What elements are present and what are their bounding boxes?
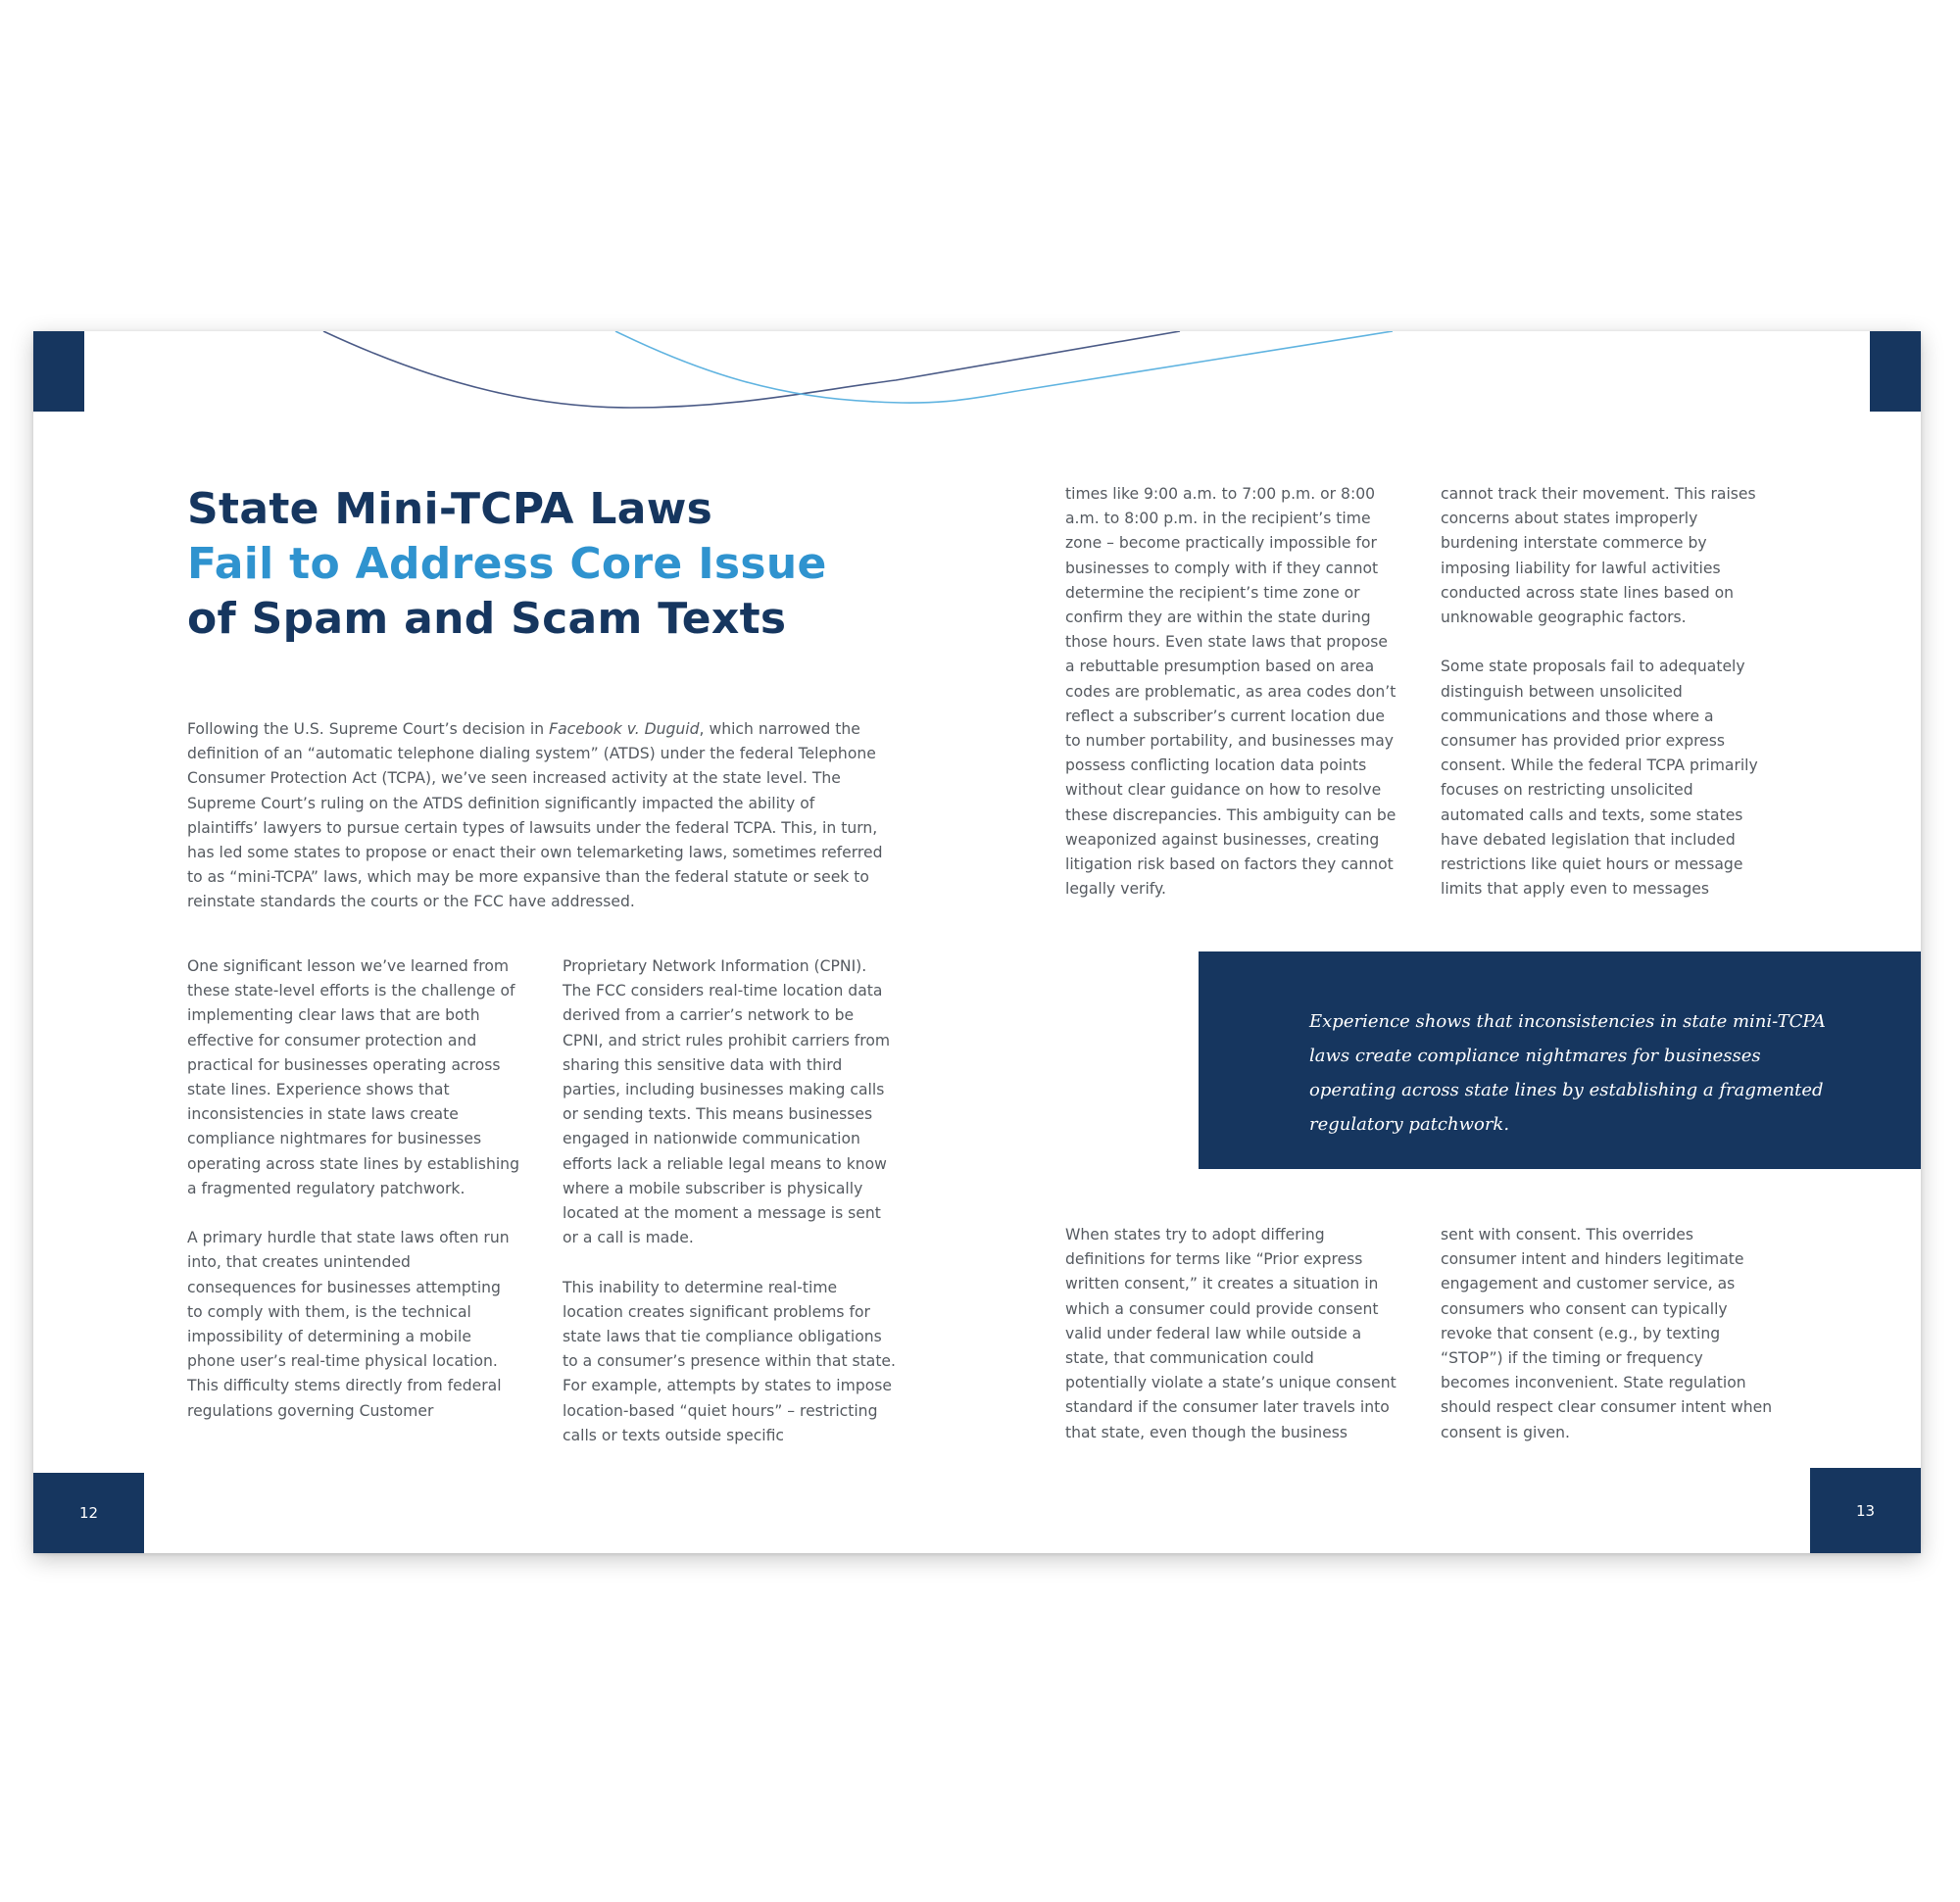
col4-paragraph-2: Some state proposals fail to adequately distinguish between unsolicited communications and those where a consumer has provided prior express consent. While the federal TCPA primarily focuses on restricting unsolicited automated calls and texts, some states have debated legislation that included restrictions like quiet hours or message limits that apply even to messages xyxy=(1441,658,1758,899)
col1-paragraph-1: One significant lesson we’ve learned from these state-level efforts is the challenge of implementing clear laws that are both effective for consumer protection and practical for businesses operating across state lines. Experience shows that inconsistencies in state laws create compliance nightmares for businesses operating across state lines by establishing a fragmented regulatory patchwork. xyxy=(187,957,519,1197)
col2-paragraph-1: Proprietary Network Information (CPNI). The FCC considers real-time location data derived from a carrier’s network to be CPNI, and strict rules prohibit carriers from sharing this sensitive data with third parties, including businesses making calls or sending texts. This means businesses engaged in nationwide communication efforts lack a reliable legal means to know where a mobile subscriber is physically located at the moment a message is sent or a call is made. xyxy=(563,957,891,1247)
decorative-wave-lines xyxy=(33,331,1921,449)
magazine-spread xyxy=(33,331,1921,1553)
col1-paragraph-2: A primary hurdle that state laws often run into, that creates unintended consequences for businesses attempting to comply with them, is the technical impossibility of determining a mobile phone user’s real-time physical location. This difficulty stems directly from federal regulations governing Customer xyxy=(187,1229,510,1420)
intro-paragraph xyxy=(187,717,889,915)
intro-rest: , which narrowed the definition of an “automatic telephone dialing system” (ATDS) under the federal Telephone Consumer Protection Act (TCPA), we’ve seen increased activity at the state level. The Supreme Court’s ruling on the ATDS definition significantly impacted the ability of plaintiffs’ lawyers to pursue certain types of lawsuits under the federal TCPA. This, in turn, has led some states to propose or enact their own telemarketing laws, sometimes referred to as “mini-TCPA” laws, which may be more expansive than the federal statute or seek to reinstate standards the courts or the FCC have addressed. xyxy=(187,720,883,911)
page-number-right: 13 xyxy=(1810,1468,1921,1553)
col3-paragraph-1: times like 9:00 a.m. to 7:00 p.m. or 8:00 a.m. to 8:00 p.m. in the recipient’s time zone – become practically impossible for businesses to comply with if they cannot determine the recipient’s time zone or confirm they are within the state during those hours. Even state laws that propose a rebuttable presumption based on area codes are problematic, as area codes don’t reflect a subscriber’s current location due to number portability, and businesses may possess conflicting location data points without clear guidance on how to resolve these discrepancies. This ambiguity can be weaponized against businesses, creating litigation risk based on factors they cannot legally verify. xyxy=(1065,485,1396,899)
column-3 xyxy=(1065,482,1398,902)
page-title xyxy=(187,482,971,647)
title-line-2: Fail to Address Core Issue xyxy=(187,539,827,589)
column-4 xyxy=(1441,482,1774,902)
title-line-1: State Mini-TCPA Laws xyxy=(187,484,713,534)
col5-paragraph-1: When states try to adopt differing definitions for terms like “Prior express written consent,” it creates a situation in which a consumer could provide consent valid under federal law while outside a state, that communication could potentially violate a state’s unique consent standard if the consumer later travels into that state, even though the business xyxy=(1065,1226,1396,1441)
column-1 xyxy=(187,954,520,1424)
column-5 xyxy=(1065,1223,1398,1445)
col4-paragraph-1: cannot track their movement. This raises concerns about states improperly burdening interstate commerce by imposing liability for lawful activities conducted across state lines based on unknowable geographic factors. xyxy=(1441,485,1756,627)
column-6 xyxy=(1441,1223,1774,1445)
col6-paragraph-1: sent with consent. This overrides consumer intent and hinders legitimate engagement and customer service, as consumers who consent can typically revoke that consent (e.g., by texting “STOP”) if the timing or frequency becomes inconvenient. State regulation should respect clear consumer intent when consent is given. xyxy=(1441,1226,1773,1441)
wave-line-dark xyxy=(323,331,1180,408)
pull-quote-box xyxy=(1199,951,1921,1169)
column-2 xyxy=(563,954,896,1448)
intro-text xyxy=(187,717,889,915)
intro-lead: Following the U.S. Supreme Court’s decision in xyxy=(187,720,550,738)
pull-quote-text: Experience shows that inconsistencies in state mini-TCPA laws create compliance nightmares for businesses operating across state lines by establishing a fragmented regulatory patchwork. xyxy=(1309,1011,1826,1135)
col2-paragraph-2: This inability to determine real-time location creates significant problems for state laws that tie compliance obligations to a consumer’s presence within that state. For example, attempts by states to impose location-based “quiet hours” – restricting calls or texts outside specific xyxy=(563,1278,896,1444)
title-line-3: of Spam and Scam Texts xyxy=(187,594,787,644)
page-number-left: 12 xyxy=(33,1473,144,1553)
wave-line-light xyxy=(615,331,1393,403)
case-name: Facebook v. Duguid xyxy=(549,720,700,738)
